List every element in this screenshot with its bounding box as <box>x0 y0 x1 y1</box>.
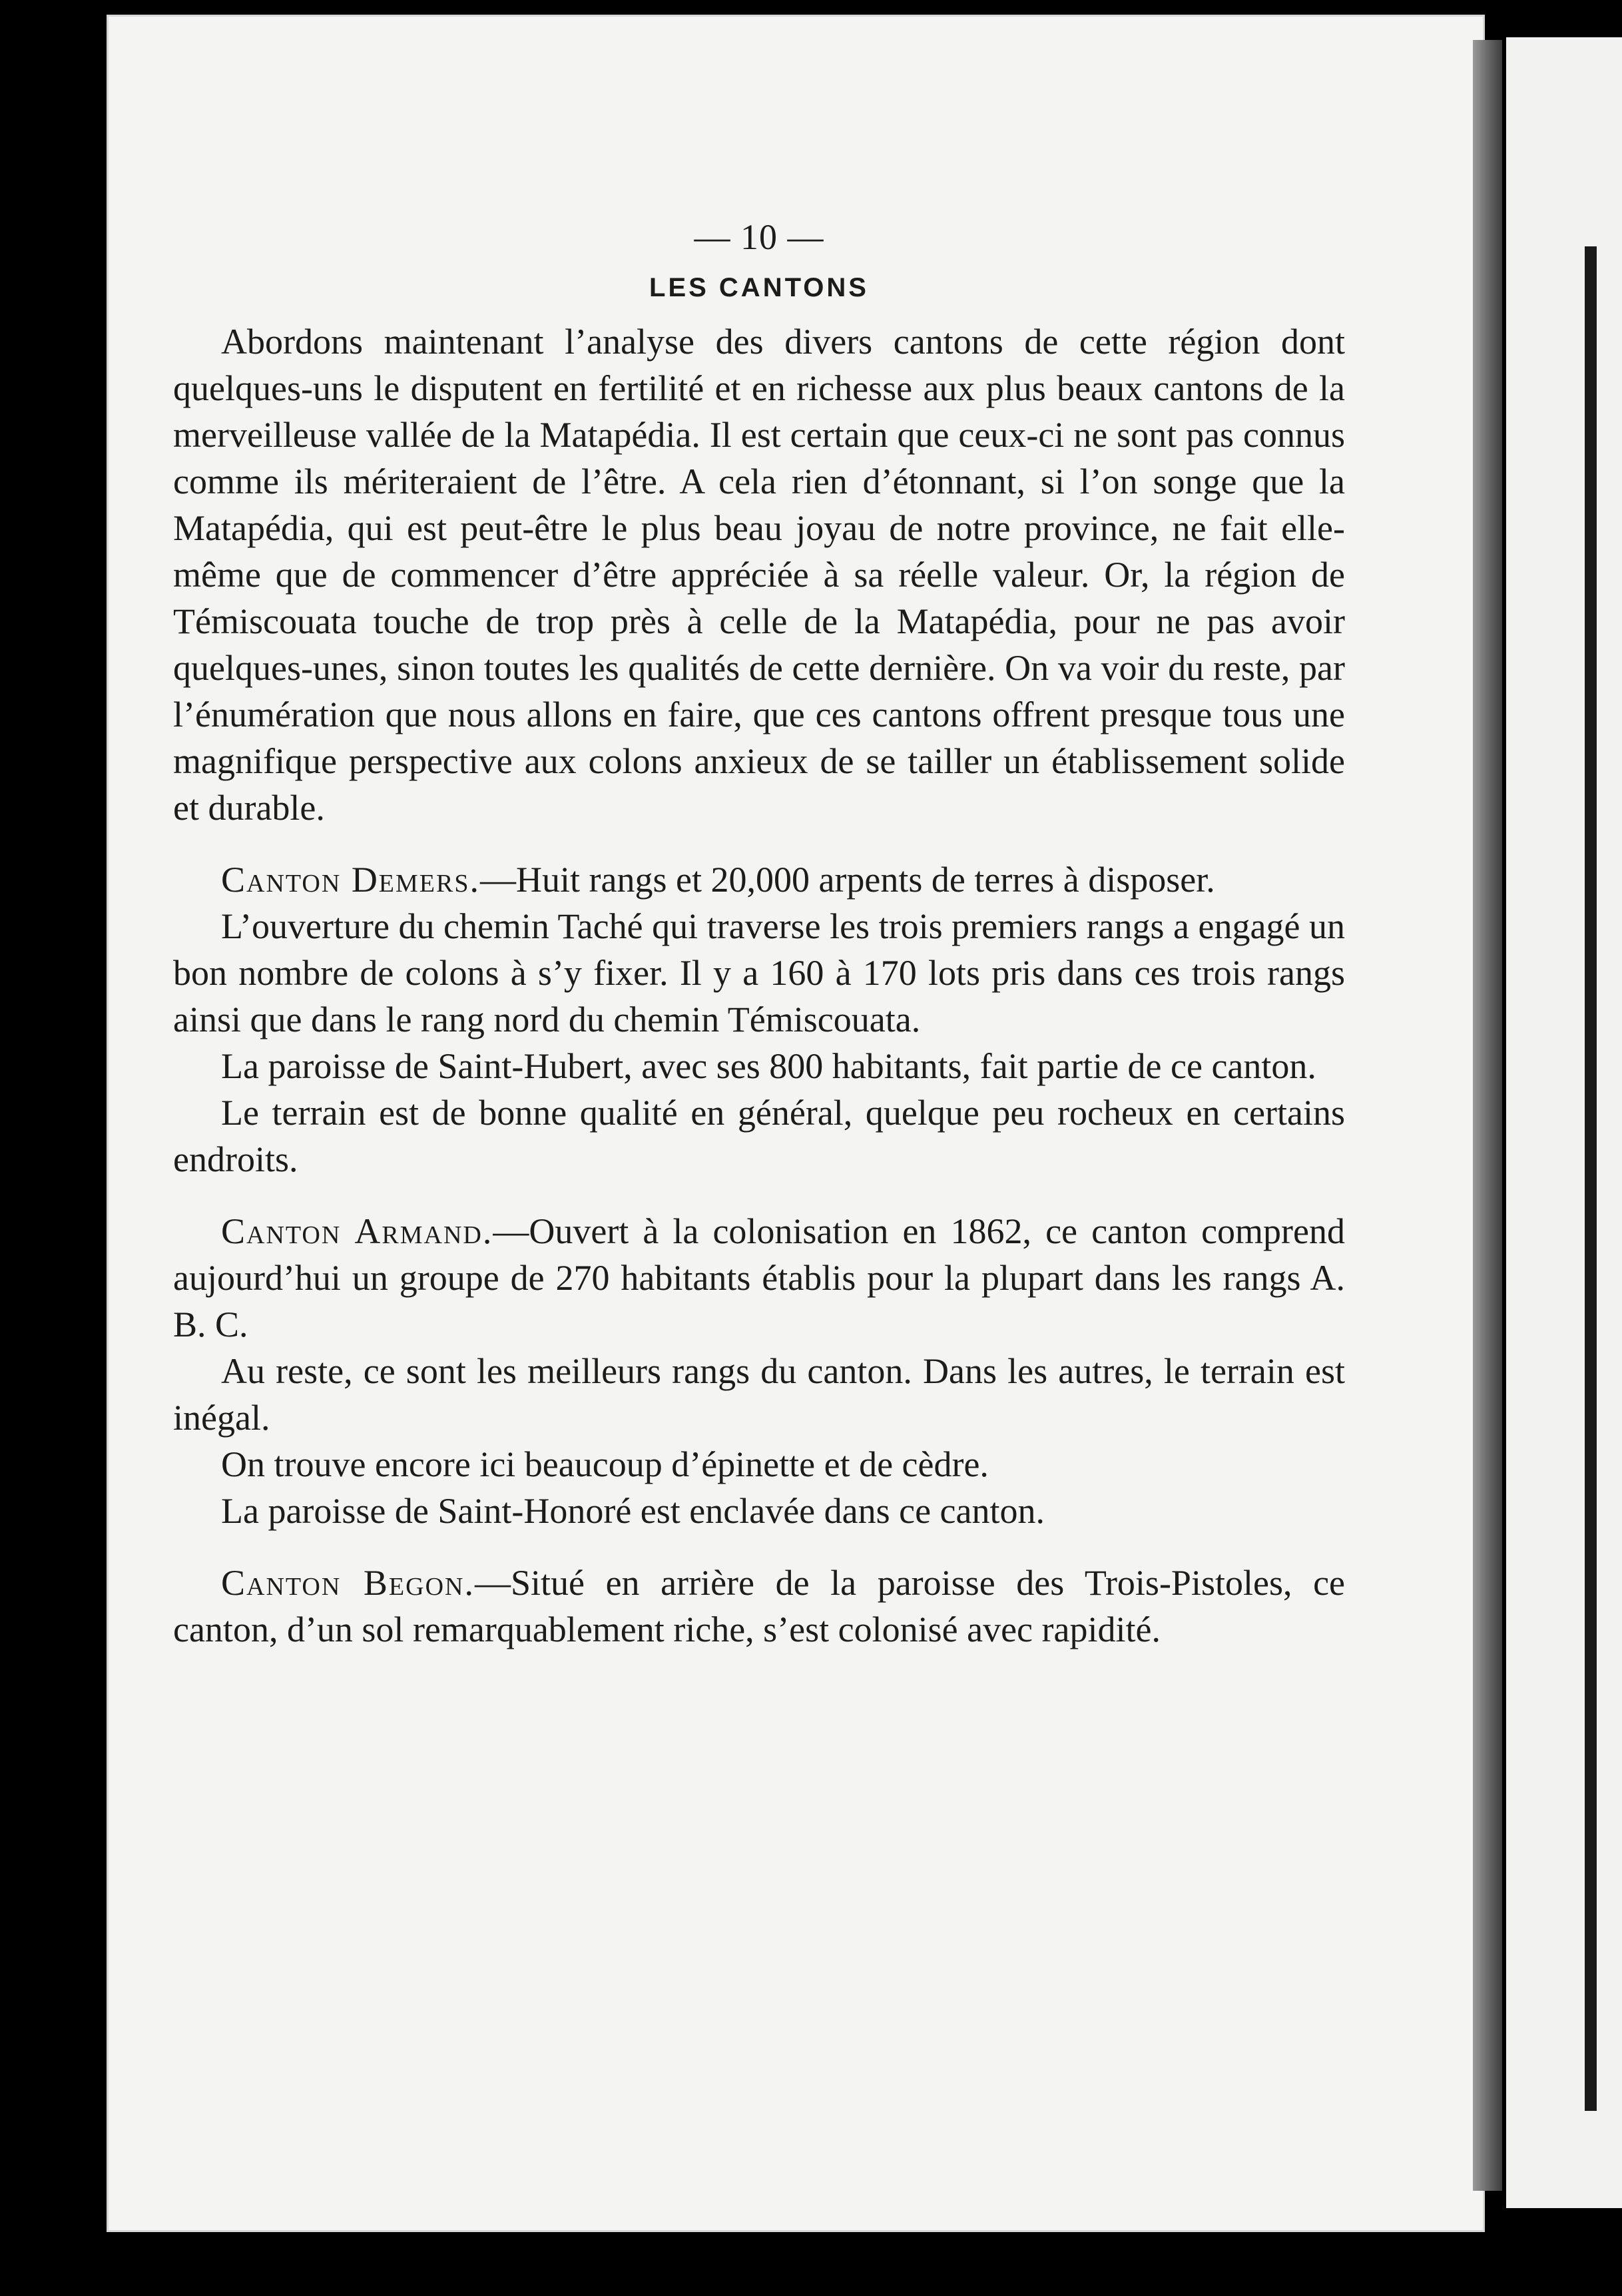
demers-heading: Canton Demers. <box>221 860 481 900</box>
intro-paragraph: Abordons maintenant l’analyse des divers cantons de cette région dont quelques-uns le disputent en fertilité et en richesse aux plus beaux cantons de la merveilleuse vallée de la Matapédia. Il est certain que ceux-ci ne sont pas connus comme ils mériteraient de l’être. A cela rien d’étonnant, si l’on songe que la Matapédia, qui est peut-être le plus beau joyau de notre province, ne fait elle-même que de commencer d’être appréciée à sa réelle valeur. Or, la région de Témiscouata touche de trop près à celle de la Matapédia, pour ne pas avoir quelques-unes, sinon toutes les qualités de cette dernière. On va voir du reste, par l’énumération que nous allons en faire, que ces cantons offrent presque tous une magnifique perspective aux colons anxieux de se tailler un établissement solide et durable. <box>173 322 1345 828</box>
armand-paragraph <box>173 1208 1345 1348</box>
demers-paragraph <box>173 856 1345 903</box>
demers-paragraph-3: La paroisse de Saint-Hubert, avec ses 800 habitants, fait partie de ce canton. <box>221 1046 1316 1086</box>
armand-paragraph-3: On trouve encore ici beaucoup d’épinette et de cèdre. <box>221 1444 989 1484</box>
demers-paragraph-4: Le terrain est de bonne qualité en général, quelque peu rocheux en certains endroits. <box>173 1093 1345 1179</box>
begon-paragraph <box>173 1560 1345 1653</box>
demers-intro: —Huit rangs et 20,000 arpents de terres à disposer. <box>480 860 1215 900</box>
page-content <box>173 200 1345 1653</box>
page-edge-shadow <box>1473 40 1502 2191</box>
section-title: LES CANTONS <box>649 273 869 302</box>
adjacent-page-border <box>1585 246 1597 2111</box>
armand-heading: Canton Armand. <box>221 1211 493 1251</box>
demers-paragraph-2: L’ouverture du chemin Taché qui traverse les trois premiers rangs a engagé un bon nombre de colons à s’y fixer. Il y a 160 à 170 lots pris dans ces trois rangs ainsi que dans le rang nord du chemin Témiscouata. <box>173 906 1345 1039</box>
page-number: — 10 — <box>694 217 824 257</box>
begon-intro: —Situé en arrière de la paroisse des Trois-Pistoles, ce canton, d’un sol remarquablement riche, s’est colonisé avec rapidité. <box>173 1563 1345 1649</box>
armand-intro: —Ouvert à la colonisation en 1862, ce canton comprend aujourd’hui un groupe de 270 habitants établis pour la plupart dans les rangs A. B. C. <box>173 1211 1345 1344</box>
armand-paragraph-4: La paroisse de Saint-Honoré est enclavée dans ce canton. <box>221 1491 1045 1531</box>
begon-heading: Canton Begon. <box>221 1563 475 1603</box>
armand-paragraph-2: Au reste, ce sont les meilleurs rangs du canton. Dans les autres, le terrain est inégal. <box>173 1351 1345 1438</box>
adjacent-page <box>1506 37 1622 2208</box>
